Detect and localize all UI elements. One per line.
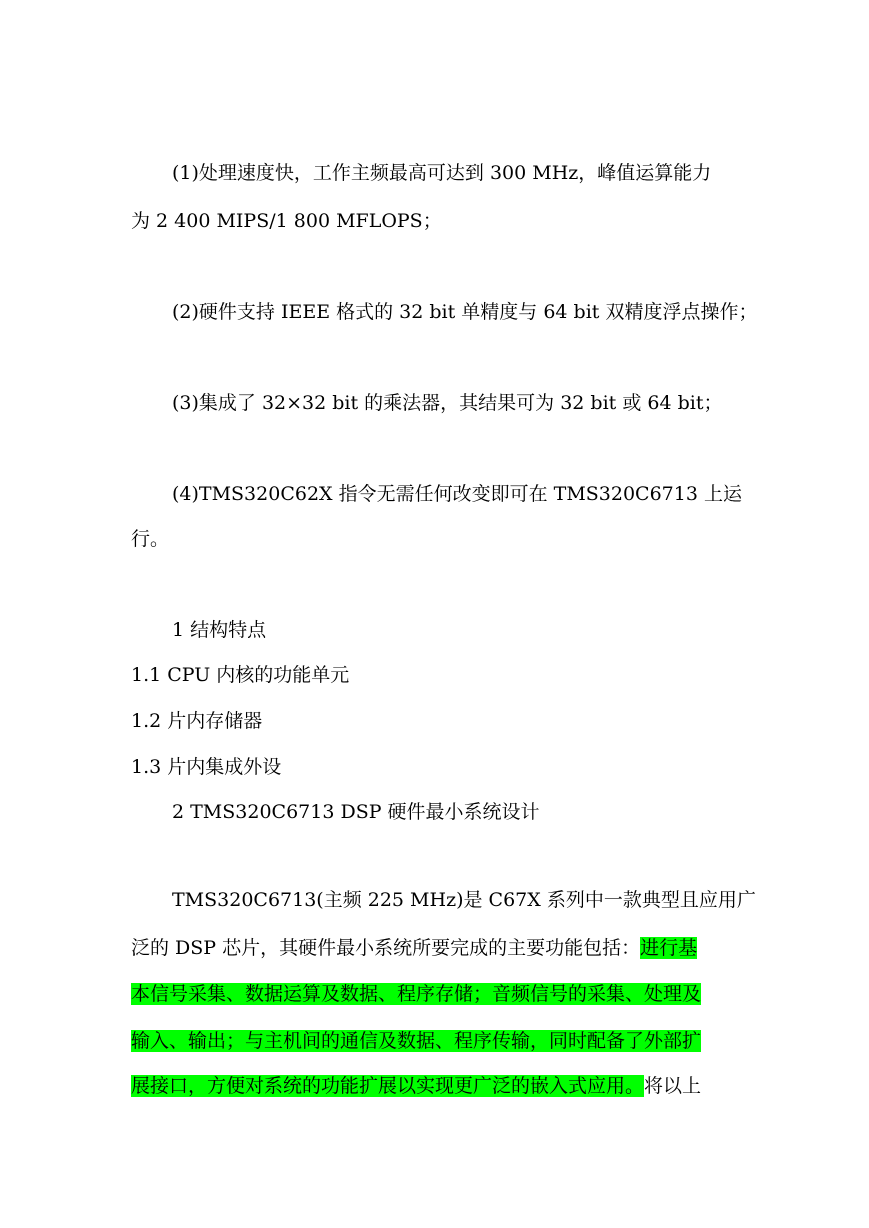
highlighted-text: 进行基 [640, 937, 698, 959]
subsection-heading-1-3: 1.3 片内集成外设 [131, 756, 282, 778]
highlighted-text: 本信号采集、数据运算及数据、程序存储；音频信号的采集、处理及 [131, 983, 702, 1005]
paragraph-line-2-text: 泛的 DSP 芯片，其硬件最小系统所要完成的主要功能包括： [131, 937, 641, 959]
subsection-heading-1-1: 1.1 CPU 内核的功能单元 [131, 664, 350, 686]
paragraph-line-1: TMS320C6713(主频 225 MHz)是 C67X 系列中一款典型且应用广 [172, 889, 756, 911]
feature-item-4-line-1: (4)TMS320C62X 指令无需任何改变即可在 TMS320C6713 上运 [172, 483, 742, 505]
paragraph-line-5-text: 将以上 [644, 1075, 702, 1097]
paragraph-line-4 [131, 1029, 701, 1053]
feature-item-4-line-2: 行。 [131, 528, 170, 550]
section-heading-1: 1 结构特点 [172, 619, 267, 641]
paragraph-line-2 [131, 936, 697, 960]
feature-item-3: (3)集成了 32×32 bit 的乘法器，其结果可为 32 bit 或 64 bit； [172, 392, 723, 414]
feature-item-1-line-2: 为 2 400 MIPS/1 800 MFLOPS； [131, 210, 442, 232]
subsection-heading-1-2: 1.2 片内存储器 [131, 710, 263, 732]
highlighted-text: 输入、输出；与主机间的通信及数据、程序传输，同时配备了外部扩 [131, 1030, 702, 1052]
feature-item-2: (2)硬件支持 IEEE 格式的 32 bit 单精度与 64 bit 双精度浮点操作； [172, 301, 758, 323]
paragraph-line-5 [131, 1074, 701, 1098]
highlighted-text: 展接口，方便对系统的功能扩展以实现更广泛的嵌入式应用。 [131, 1075, 645, 1097]
feature-item-1-line-1: (1)处理速度快，工作主频最高可达到 300 MHz，峰值运算能力 [172, 162, 712, 184]
section-heading-2: 2 TMS320C6713 DSP 硬件最小系统设计 [172, 801, 540, 823]
paragraph-line-3 [131, 982, 701, 1006]
